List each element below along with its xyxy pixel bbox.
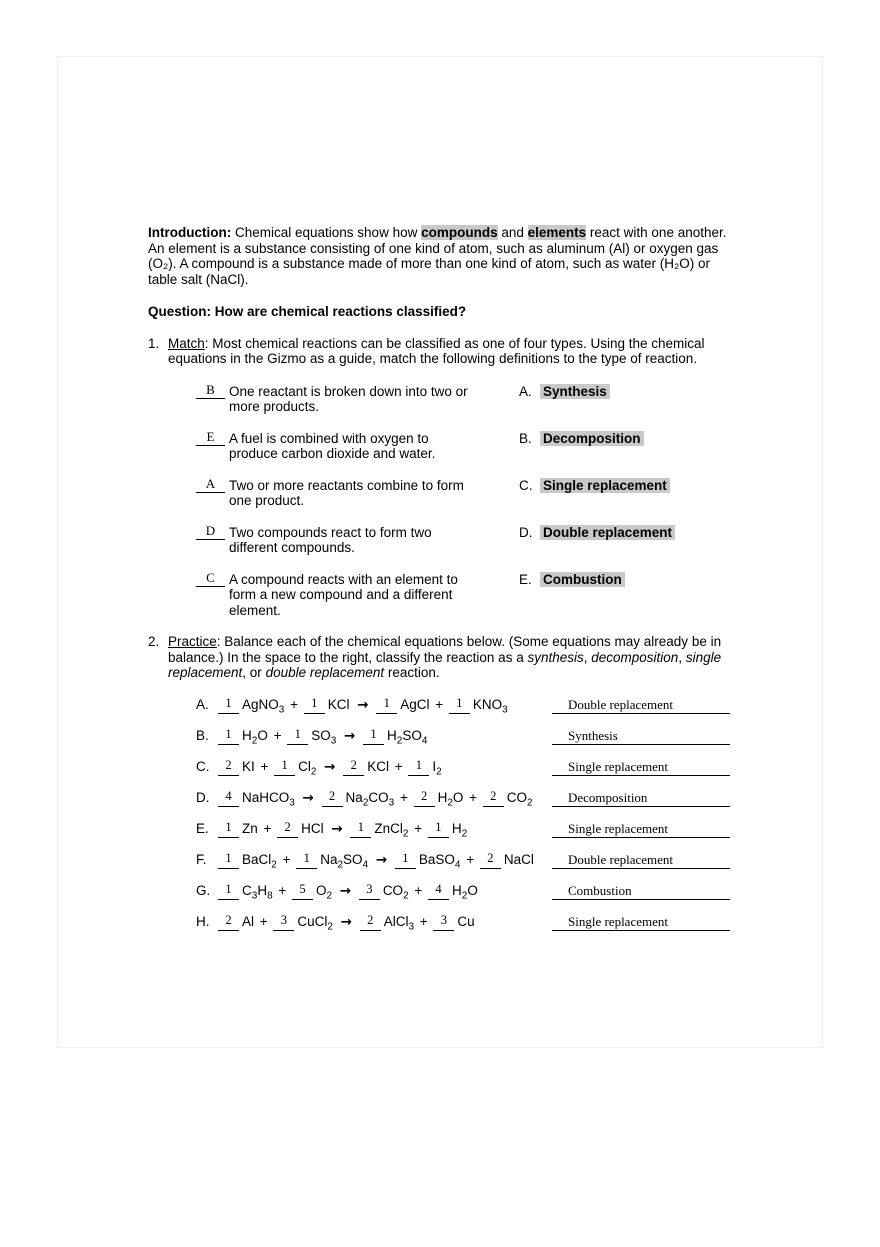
text-segment: Chemical equations show how xyxy=(234,225,422,240)
classification-value: Single replacement xyxy=(568,758,668,774)
coefficient-blank[interactable] xyxy=(218,697,239,715)
coefficient-value: 1 xyxy=(402,851,409,865)
plus-sign: + xyxy=(465,789,481,805)
equation-letter: H. xyxy=(196,913,210,929)
chemical-formula: $H_2SO_4$ xyxy=(387,727,428,747)
coefficient-blank[interactable] xyxy=(296,852,317,870)
match-definition: One reactant is broken down into two or more products. xyxy=(229,383,468,414)
text-segment: Match xyxy=(168,335,205,351)
reaction-arrow-icon: → xyxy=(335,913,357,930)
chemical-formula: $H_2O$ xyxy=(437,789,464,809)
text-segment: compounds xyxy=(421,225,498,240)
text-segment: and xyxy=(497,225,528,240)
equation-body xyxy=(218,821,552,842)
equation-letter: G. xyxy=(196,882,211,898)
coefficient-value: 5 xyxy=(299,882,306,896)
coefficient-value: 4 xyxy=(435,882,442,896)
coefficient-value: 2 xyxy=(350,758,357,772)
match-option-label: Synthesis xyxy=(540,384,610,399)
match-answer-value: C xyxy=(206,569,215,585)
equation-term xyxy=(343,759,389,774)
plus-sign: + xyxy=(396,789,412,805)
coefficient-value: 1 xyxy=(225,882,232,896)
equation-term xyxy=(360,913,415,933)
match-rows xyxy=(196,381,730,619)
coefficient-blank[interactable] xyxy=(277,821,298,839)
equation-term xyxy=(296,851,369,871)
equation-body xyxy=(218,852,552,873)
classification-value: Decomposition xyxy=(568,789,648,805)
coefficient-value: 2 xyxy=(225,913,232,927)
classification-value: Synthesis xyxy=(568,727,618,743)
classification-value: Single replacement xyxy=(568,913,668,929)
equation-term xyxy=(218,696,285,716)
chemical-formula: KCl xyxy=(327,696,350,712)
match-definition-group xyxy=(196,522,470,556)
chemical-formula: BaSO$_4$ xyxy=(418,851,461,871)
coefficient-value: 1 xyxy=(370,727,377,741)
text-segment: synthesis xyxy=(527,649,584,665)
coefficient-value: 1 xyxy=(225,820,232,834)
match-option-letter: E. xyxy=(519,571,532,587)
equation-term xyxy=(277,821,324,836)
equation-term xyxy=(273,913,333,933)
coefficient-value: 1 xyxy=(357,820,364,834)
chemical-formula: ZnCl$_2$ xyxy=(374,820,409,840)
coefficient-blank[interactable] xyxy=(322,790,343,808)
match-option xyxy=(519,478,670,509)
chemical-formula: $H_2$ xyxy=(451,820,468,840)
coefficient-blank[interactable] xyxy=(360,914,381,932)
equation-body xyxy=(218,883,552,904)
match-answer-value: A xyxy=(205,475,216,491)
coefficient-value: 2 xyxy=(367,913,374,927)
text-segment: react with one another. An element is a substance consisting of one kind of atom, such as aluminum (Al) or oxygen gas (O₂). A compound is a substance made of more than one kind of atom, such as water (H₂O) or table salt (NaCl). xyxy=(148,225,727,287)
coefficient-value: 3 xyxy=(280,913,288,927)
coefficient-blank[interactable] xyxy=(218,883,239,901)
match-answer-value: D xyxy=(205,522,216,538)
match-row xyxy=(196,569,730,619)
equation-term xyxy=(480,852,534,867)
reaction-arrow-icon: → xyxy=(339,727,361,744)
equation-body xyxy=(218,697,552,718)
coefficient-blank[interactable] xyxy=(218,914,239,932)
intro-paragraph xyxy=(148,225,730,287)
coefficient-blank[interactable] xyxy=(363,728,384,746)
coefficient-value: 1 xyxy=(294,727,301,741)
match-option-letter: C. xyxy=(519,477,533,493)
coefficient-blank[interactable] xyxy=(273,914,294,932)
chemical-formula: $Na_2SO_4$ xyxy=(320,851,369,871)
classification-value: Single replacement xyxy=(568,820,668,836)
equation-term xyxy=(408,758,442,778)
text-segment: elements xyxy=(527,225,587,240)
match-section-lead-text xyxy=(168,336,705,367)
coefficient-blank[interactable] xyxy=(218,759,239,777)
equation-row xyxy=(196,790,730,821)
equation-term xyxy=(218,851,277,871)
coefficient-value: 2 xyxy=(420,789,428,803)
coefficient-value: 1 xyxy=(415,758,422,772)
plus-sign: + xyxy=(256,758,273,774)
equation-letter: E. xyxy=(196,820,209,836)
coefficient-value: 1 xyxy=(456,696,463,710)
chemical-formula: Zn xyxy=(242,820,258,836)
text-segment: decomposition xyxy=(591,649,679,665)
question-heading: Question: How are chemical reactions classified? xyxy=(148,304,467,319)
match-answer-blank[interactable] xyxy=(196,569,225,587)
match-answer-blank[interactable] xyxy=(196,475,225,493)
coefficient-blank[interactable] xyxy=(218,821,239,839)
match-definition-group xyxy=(196,428,470,462)
document-content xyxy=(148,225,730,945)
coefficient-blank[interactable] xyxy=(433,914,454,932)
plus-sign: + xyxy=(410,882,427,898)
classification-blank[interactable] xyxy=(552,697,730,714)
classification-blank[interactable] xyxy=(552,852,730,869)
classification-value: Double replacement xyxy=(568,851,674,867)
equation-row xyxy=(196,697,730,728)
match-definition: A compound reacts with an element to form a new compound and a different element. xyxy=(229,571,458,618)
match-option xyxy=(519,384,610,415)
chemical-formula: $Cl_2$ xyxy=(298,758,317,778)
coefficient-blank[interactable] xyxy=(343,759,364,777)
match-answer-value: B xyxy=(206,381,215,397)
plus-sign: + xyxy=(390,758,407,774)
match-definition: Two compounds react to form two different compounds. xyxy=(229,524,432,555)
chemical-formula: $I_2$ xyxy=(432,758,442,778)
equation-term xyxy=(414,789,464,809)
chemical-formula: $CO_2$ xyxy=(506,789,533,809)
chemical-formula: BaCl$_2$ xyxy=(242,851,277,871)
practice-section-lead xyxy=(148,634,730,681)
chemical-formula: $O_2$ xyxy=(316,882,333,902)
coefficient-value: 1 xyxy=(225,696,232,710)
practice-section-lead-text xyxy=(168,634,721,680)
classification-value: Double replacement xyxy=(568,696,674,712)
reaction-arrow-icon: → xyxy=(371,851,392,868)
text-segment: double replacement xyxy=(265,665,385,680)
text-segment: : Most chemical reactions can be classified as one of four types. Using the chemical equations in the Gizmo as a guide, match the following definitions to the type of reaction. xyxy=(168,335,705,366)
chemical-formula: Al xyxy=(242,913,255,929)
classification-blank[interactable] xyxy=(552,790,730,807)
match-answer-value: E xyxy=(206,428,215,444)
equation-term xyxy=(322,789,395,809)
equation-term xyxy=(218,882,273,902)
coefficient-blank[interactable] xyxy=(408,759,429,777)
match-option xyxy=(519,572,625,619)
equation-term xyxy=(304,697,350,712)
equation-term xyxy=(433,914,474,929)
equation-row xyxy=(196,728,730,759)
equation-term xyxy=(218,821,258,836)
equation-term xyxy=(363,727,428,747)
chemical-formula: $CO_2$ xyxy=(382,882,409,902)
reaction-arrow-icon: → xyxy=(297,789,319,806)
coefficient-blank[interactable] xyxy=(218,852,239,870)
equation-term xyxy=(218,759,255,774)
classification-blank[interactable] xyxy=(552,759,730,776)
match-answer-blank[interactable] xyxy=(196,381,225,399)
coefficient-blank[interactable] xyxy=(449,697,470,715)
coefficient-blank[interactable] xyxy=(218,790,239,808)
match-definition: Two or more reactants combine to form one product. xyxy=(229,477,464,508)
text-segment: single replacement xyxy=(168,649,722,680)
chemical-formula: KI xyxy=(242,758,255,774)
text-segment: Introduction: xyxy=(148,225,235,240)
equation-term xyxy=(449,696,508,716)
plus-sign: + xyxy=(278,851,295,867)
equation-row xyxy=(196,914,730,945)
equation-term xyxy=(350,820,409,840)
equation-term xyxy=(218,789,295,809)
equation-term xyxy=(428,882,478,902)
coefficient-blank[interactable] xyxy=(395,852,416,870)
chemical-formula: HCl xyxy=(301,820,324,836)
coefficient-blank[interactable] xyxy=(218,728,239,746)
coefficient-blank[interactable] xyxy=(359,883,380,901)
chemical-formula: $Na_2CO_3$ xyxy=(345,789,395,809)
text-segment: , xyxy=(583,649,592,665)
coefficient-blank[interactable] xyxy=(428,883,449,901)
match-option xyxy=(519,431,644,462)
coefficient-value: 2 xyxy=(490,789,497,803)
plus-sign: + xyxy=(256,913,272,929)
match-answer-blank[interactable] xyxy=(196,428,225,446)
plus-sign: + xyxy=(286,696,302,712)
equation-term xyxy=(218,914,254,929)
classification-value: Combustion xyxy=(568,882,632,898)
classification-blank[interactable] xyxy=(552,914,730,931)
text-segment: , xyxy=(678,649,686,665)
equation-body xyxy=(218,759,552,780)
chemical-formula: AgCl xyxy=(400,696,430,712)
chemical-formula: KCl xyxy=(367,758,389,774)
plus-sign: + xyxy=(410,820,426,836)
match-row xyxy=(196,428,730,462)
equation-letter: F. xyxy=(196,851,207,867)
match-answer-blank[interactable] xyxy=(196,522,225,540)
match-section-number: 1. xyxy=(148,335,160,351)
coefficient-value: 2 xyxy=(328,789,336,803)
coefficient-value: 2 xyxy=(225,758,232,772)
coefficient-value: 2 xyxy=(487,851,494,865)
plus-sign: + xyxy=(462,851,478,867)
equation-rows xyxy=(196,697,730,945)
plus-sign: + xyxy=(416,913,432,929)
equation-letter: D. xyxy=(196,789,210,805)
coefficient-blank[interactable] xyxy=(274,759,295,777)
chemical-formula: CuCl$_2$ xyxy=(297,913,333,933)
text-segment: Practice xyxy=(168,634,217,649)
reaction-arrow-icon: → xyxy=(335,882,356,899)
equation-letter: C. xyxy=(196,758,210,774)
equation-term xyxy=(395,851,461,871)
chemical-formula: NaHCO$_3$ xyxy=(242,789,295,809)
reaction-arrow-icon: → xyxy=(319,758,341,775)
match-definition-group xyxy=(196,475,470,509)
chemical-formula: $H_2O$ xyxy=(242,727,268,747)
match-option xyxy=(519,525,675,556)
plus-sign: + xyxy=(269,727,286,743)
coefficient-blank[interactable] xyxy=(304,697,325,715)
coefficient-blank[interactable] xyxy=(350,821,371,839)
coefficient-blank[interactable] xyxy=(287,728,308,746)
equation-body xyxy=(218,790,552,811)
coefficient-value: 1 xyxy=(311,696,318,710)
match-row xyxy=(196,475,730,509)
match-row xyxy=(196,381,730,415)
reaction-arrow-icon: → xyxy=(352,696,374,713)
match-section-lead xyxy=(148,336,730,367)
equation-row xyxy=(196,821,730,852)
chemical-formula: AgNO$_3$ xyxy=(242,696,285,716)
chemical-formula: $SO_3$ xyxy=(311,727,337,747)
equation-letter: A. xyxy=(196,696,209,712)
equation-term xyxy=(218,727,268,747)
chemical-formula: NaCl xyxy=(503,851,534,867)
classification-blank[interactable] xyxy=(552,821,730,838)
equation-row xyxy=(196,883,730,914)
equation-row xyxy=(196,852,730,883)
equation-row xyxy=(196,759,730,790)
chemical-formula: Cu xyxy=(457,913,475,929)
text-segment: : Balance each of the chemical equations below. (Some equations may already be in balance.) In the space to the right, classify the reaction as a xyxy=(168,634,722,665)
match-option-letter: D. xyxy=(519,524,533,540)
coefficient-value: 1 xyxy=(303,851,310,865)
match-option-letter: A. xyxy=(519,383,532,399)
coefficient-value: 1 xyxy=(225,851,232,865)
coefficient-value: 3 xyxy=(366,882,373,896)
equation-term xyxy=(483,789,533,809)
match-definition: A fuel is combined with oxygen to produce carbon dioxide and water. xyxy=(229,430,436,461)
coefficient-blank[interactable] xyxy=(483,790,504,808)
coefficient-value: 1 xyxy=(281,758,288,772)
plus-sign: + xyxy=(274,882,291,898)
coefficient-blank[interactable] xyxy=(414,790,435,808)
plus-sign: + xyxy=(259,820,276,836)
equation-term xyxy=(287,727,337,747)
coefficient-blank[interactable] xyxy=(292,883,313,901)
practice-section-number: 2. xyxy=(148,634,160,649)
chemical-formula: $H_2O$ xyxy=(452,882,478,902)
coefficient-value: 1 xyxy=(383,696,390,710)
equation-term xyxy=(428,820,468,840)
equation-term xyxy=(359,882,409,902)
classification-blank[interactable] xyxy=(552,883,730,900)
coefficient-value: 1 xyxy=(435,820,442,834)
equation-term xyxy=(292,882,333,902)
coefficient-value: 3 xyxy=(440,913,448,927)
match-option-label: Combustion xyxy=(540,572,625,587)
chemical-formula: $C_3H_8$ xyxy=(242,882,273,902)
document-page xyxy=(57,56,823,1048)
plus-sign: + xyxy=(431,696,447,712)
coefficient-blank[interactable] xyxy=(376,697,397,715)
text-segment: reaction. xyxy=(384,665,440,680)
equation-body xyxy=(218,728,552,749)
text-segment: , or xyxy=(242,665,266,680)
coefficient-value: 2 xyxy=(284,820,291,834)
chemical-formula: $KNO_3$ xyxy=(472,696,508,716)
classification-blank[interactable] xyxy=(552,728,730,745)
match-definition-group xyxy=(196,381,470,415)
equation-term xyxy=(376,697,429,712)
match-definition-group xyxy=(196,569,470,619)
match-option-label: Decomposition xyxy=(540,431,644,446)
equation-letter: B. xyxy=(196,727,209,743)
chemical-formula: AlCl$_3$ xyxy=(383,913,415,933)
match-row xyxy=(196,522,730,556)
coefficient-blank[interactable] xyxy=(428,821,449,839)
coefficient-value: 4 xyxy=(225,789,232,803)
equation-body xyxy=(218,914,552,935)
reaction-arrow-icon: → xyxy=(326,820,348,837)
coefficient-blank[interactable] xyxy=(480,852,501,870)
equation-term xyxy=(274,758,317,778)
match-option-label: Double replacement xyxy=(540,525,675,540)
match-option-letter: B. xyxy=(519,430,532,446)
coefficient-value: 1 xyxy=(225,727,232,741)
match-option-label: Single replacement xyxy=(540,478,670,493)
